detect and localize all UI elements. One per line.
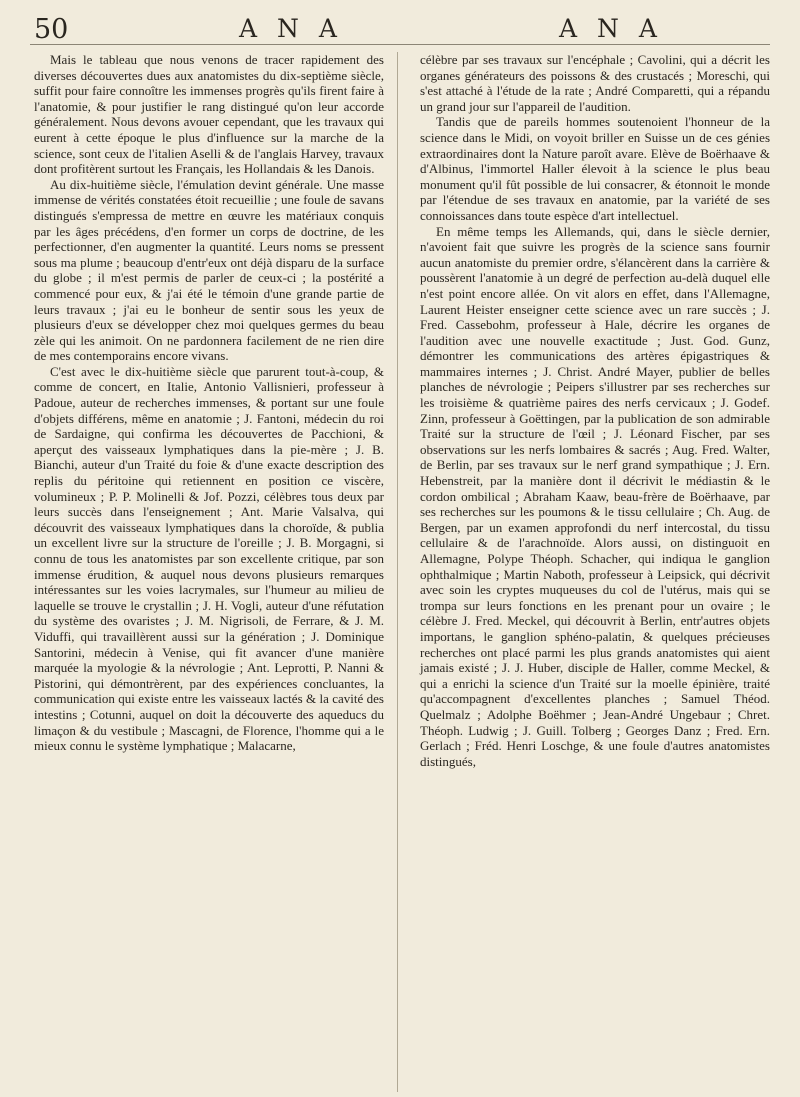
header-rule	[30, 44, 770, 45]
running-head-left: A N A	[239, 14, 343, 43]
column-divider	[397, 52, 398, 1092]
left-column	[34, 52, 384, 754]
paragraph: célèbre par ses travaux sur l'encéphale ; Cavolini, qui a décrit les organes générateurs des poissons & des crustacés ; Moreschi, qui s'est attaché à l'étude de la rate ; André Comparetti, qui a répandu un grand jour sur l'appareil de l'audition.	[420, 52, 770, 114]
right-column	[420, 52, 770, 769]
page-number: 50	[34, 14, 69, 45]
paragraph: Tandis que de pareils hommes soutenoient l'honneur de la science dans le Midi, on voyoit briller en Suisse un de ces génies extraordinaires dont la Nature paroît avare. Elève de Boërhaave & d'Albinus, l'immortel Haller élevoit à la science le plus beau monument qu'il fût possible de lui consacrer, & étonnoit le monde par l'étendue de ses travaux en anatomie, par la variété de ses connoissances dans toute espèce d'art intellectuel.	[420, 114, 770, 223]
paragraph: En même temps les Allemands, qui, dans le siècle dernier, n'avoient fait que suivre les progrès de la science sans fournir aucun anatomiste du premier ordre, s'élancèrent dans la carrière & poussèrent l'anatomie à un degré de perfection au-delà duquel elle n'est point encore allée. On vit alors en effet, dans l'Allemagne, Laurent Heister enseigner cette science avec un rare succès ; J. Fred. Cassebohm, professeur à Hale, décrire les organes de l'audition avec une nouvelle exactitude ; Just. God. Gunz, démontrer les communications des artères épigastriques & mammaires internes ; J. Christ. André Mayer, publier de belles planches de névrologie ; Peipers s'illustrer par ses recherches sur les troisième & quatrième paires des nerfs cervicaux ; J. Godef. Zinn, professeur à Goëttingen, par la publication de son admirable Traité sur la structure de l'œil ; J. Léonard Fischer, par ses observations sur les nerfs lombaires & sacrés ; Aug. Fred. Walter, de Berlin, par ses travaux sur le nerf grand sympathique ; J. Ern. Hebenstreit, par la manière dont il décrivit le médiastin & le cordon ombilical ; Abraham Kaaw, beau-frère de Boërhaave, par ses recherches sur les poumons & le tissu cellulaire ; Ch. Aug. de Bergen, par un examen approfondi du nerf intercostal, du tissu cellulaire & de l'arachnoïde. Alors aussi, on distinguoit en Allemagne, Polype Théoph. Schacher, qui indiqua le ganglion ophthalmique ; Martin Naboth, professeur à Leipsick, qui décrivit avec soin les cryptes muqueuses du col de l'utérus, mais qui se trompa sur leurs fonctions en les prenant pour un ovaire ; le célèbre J. Fred. Meckel, qui découvrit à Berlin, entr'autres objets importans, le ganglion sphéno-palatin, & quelques précieuses recherches ont placé parmi les plus grands anatomistes qui aient jamais existé ; J. J. Huber, disciple de Haller, comme Meckel, & qui a enrichi la science d'un Traité sur la moelle épinière, traité qu'accompagnent d'excellentes planches ; Samuel Théod. Quelmalz ; Adolphe Boëhmer ; Jean-André Ungebaur ; Chret. Théoph. Ludwig ; J. Guill. Tolberg ; Georges Danz ; Fred. Ern. Gerlach ; Fréd. Henri Loschge, & une foule d'autres anatomistes distingués,	[420, 223, 770, 769]
paragraph: Au dix-huitième siècle, l'émulation devint générale. Une masse immense de vérités constatées étoit recueillie ; une foule de savans distingués s'empressa de mettre en œuvre les matériaux conquis par les âges précédens, d'en former un corps de doctrine, de les perfectionner, d'en augmenter la quantité. Leurs noms se pressent sous ma plume ; beaucoup d'entr'eux ont déjà disparu de la surface du globe ; il m'est permis de parler de ceux-ci ; la postérité a commencé pour eux, & j'ai été le témoin d'une grande partie de leurs travaux ; j'ai eu le bonheur de sentir sous les yeux de plusieurs d'eux se développer chez moi quelques germes du beau zèle qui les animoit. On ne pardonnera facilement de ne rien dire de mes contemporains encore vivans.	[34, 176, 384, 364]
page-header	[34, 8, 766, 44]
paragraph: Mais le tableau que nous venons de tracer rapidement des diverses découvertes dues aux anatomistes du dix-septième siècle, suffit pour faire connoître les immenses progrès qu'ils firent faire à l'anatomie, & pour justifier le rang distingué qu'on leur accorde généralement. Nous devons avouer cependant, que les travaux qui eurent à cette époque le plus d'influence sur la marche de la science, sont ceux de l'italien Aselli & de l'anglais Harvey, travaux dont profitèrent surtout les Français, les Hollandais & les Danois.	[34, 52, 384, 177]
paragraph: C'est avec le dix-huitième siècle que parurent tout-à-coup, & comme de concert, en Italie, Antonio Vallisnieri, professeur à Padoue, auteur de recherches immenses, & portant sur une foule d'objets différens, même en anatomie ; J. Fantoni, médecin du roi de Sardaigne, qui confirma les découvertes de Pacchioni, & aperçut des vaisseaux lymphatiques dans la pie-mère ; J. B. Bianchi, auteur d'un Traité du foie & d'une exacte description des replis du péritoine qui retiennent en position ce viscère, volumineux ; P. P. Molinelli & Jof. Pozzi, célèbres tous deux par leurs succès dans l'enseignement ; Ant. Marie Valsalva, qui découvrit des vaisseaux lymphatiques dans la choroïde, & publia un excellent livre sur la structure de l'oreille ; J. B. Morgagni, si connu de tous les anatomistes par son excellente critique, par son immense érudition, & auquel nous devons plusieurs remarques intéressantes sur les voies lacrymales, sur l'humeur au milieu de laquelle se trouve le crystallin ; J. H. Vogli, auteur d'une réfutation du système des ovaristes ; J. M. Nigrisoli, de Ferrare, & J. M. Viduffi, qui travaillèrent aussi sur la génération ; J. Dominique Santorini, médecin à Venise, qui fit avancer d'une manière marquée la myologie & la névrologie ; Ant. Leprotti, P. Nanni & Pistorini, qui démontrèrent, par des expériences concluantes, la communication qui existe entre les vaisseaux lactés & la cavité des intestins ; Cotunni, auquel on doit la découverte des aqueducs du limaçon & du vestibule ; Mascagni, de Florence, l'homme qui a le mieux connu le système lymphatique ; Malacarne,	[34, 363, 384, 754]
running-head-right: A N A	[559, 14, 663, 43]
